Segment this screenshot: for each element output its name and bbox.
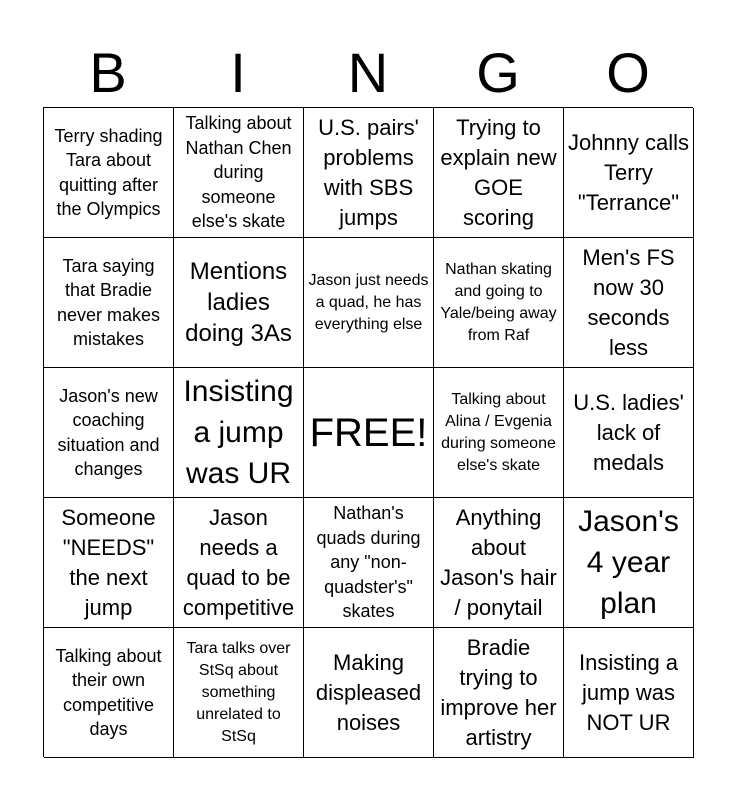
bingo-cell-r1c3[interactable] [304,108,434,238]
cell-text: Bradie trying to improve her artistry [440,634,557,750]
bingo-cell-free[interactable] [304,368,434,498]
cell-text: Talking about Alina / Evgenia during someone else's skate [441,390,556,474]
bingo-cell-r2c1[interactable] [44,238,174,368]
bingo-cell-r5c4[interactable] [434,628,564,758]
cell-text: Terry shading Tara about quitting after the Olympics [54,125,163,219]
bingo-cell-r5c3[interactable] [304,628,434,758]
bingo-cell-r5c1[interactable] [44,628,174,758]
cell-text: Mentions ladies doing 3As [185,258,292,347]
header-letter-n: N [347,41,389,104]
cell-text: Nathan skating and going to Yale/being away from Raf [440,260,557,344]
cell-text: Someone "NEEDS" the next jump [61,504,156,620]
bingo-cell-r1c5[interactable] [564,108,694,238]
bingo-cell-r1c4[interactable] [434,108,564,238]
cell-text: U.S. pairs' problems with SBS jumps [318,114,419,230]
cell-text: Jason just needs a quad, he has everything else [308,271,429,333]
bingo-cell-r3c2[interactable] [174,368,304,498]
cell-text: Talking about Nathan Chen during someone else's skate [185,113,292,232]
cell-text: Jason's 4 year plan [578,505,679,620]
free-space-text: FREE! [309,410,428,455]
cell-text: Trying to explain new GOE scoring [440,114,557,230]
bingo-cell-r3c4[interactable] [434,368,564,498]
header-letter-i: I [230,41,246,104]
bingo-cell-r2c2[interactable] [174,238,304,368]
cell-text: Making displeased noises [315,649,422,735]
header-letter-b: B [89,41,127,104]
cell-text: Jason's new coaching situation and changes [57,385,160,479]
bingo-cell-r4c2[interactable] [174,498,304,628]
cell-text: Men's FS now 30 seconds less [582,244,675,360]
cell-text: Tara talks over StSq about something unrelated to StSq [186,639,291,745]
bingo-cell-r2c4[interactable] [434,238,564,368]
bingo-cell-r4c3[interactable] [304,498,434,628]
bingo-cell-r3c5[interactable] [564,368,694,498]
bingo-cell-r1c1[interactable] [44,108,174,238]
bingo-cell-r1c2[interactable] [174,108,304,238]
bingo-cell-r2c5[interactable] [564,238,694,368]
cell-text: Insisting a jump was NOT UR [578,649,679,735]
bingo-cell-r4c1[interactable] [44,498,174,628]
cell-text: Talking about their own competitive days [55,645,162,739]
bingo-cell-r4c4[interactable] [434,498,564,628]
bingo-grid [43,107,693,757]
cell-text: Insisting a jump was UR [183,375,294,490]
cell-text: Anything about Jason's hair / ponytail [440,504,557,620]
header-letter-o: O [606,41,650,104]
bingo-cell-r4c5[interactable] [564,498,694,628]
bingo-header [43,42,693,104]
bingo-cell-r3c1[interactable] [44,368,174,498]
bingo-cell-r2c3[interactable] [304,238,434,368]
cell-text: U.S. ladies' lack of medals [573,389,684,475]
cell-text: Johnny calls Terry "Terrance" [567,129,690,215]
bingo-cell-r5c5[interactable] [564,628,694,758]
cell-text: Nathan's quads during any "non-quadster's" skates [316,503,421,622]
cell-text: Tara saying that Bradie never makes mistakes [56,255,161,349]
cell-text: Jason needs a quad to be competitive [182,504,295,620]
header-letter-g: G [476,41,520,104]
bingo-cell-r5c2[interactable] [174,628,304,758]
